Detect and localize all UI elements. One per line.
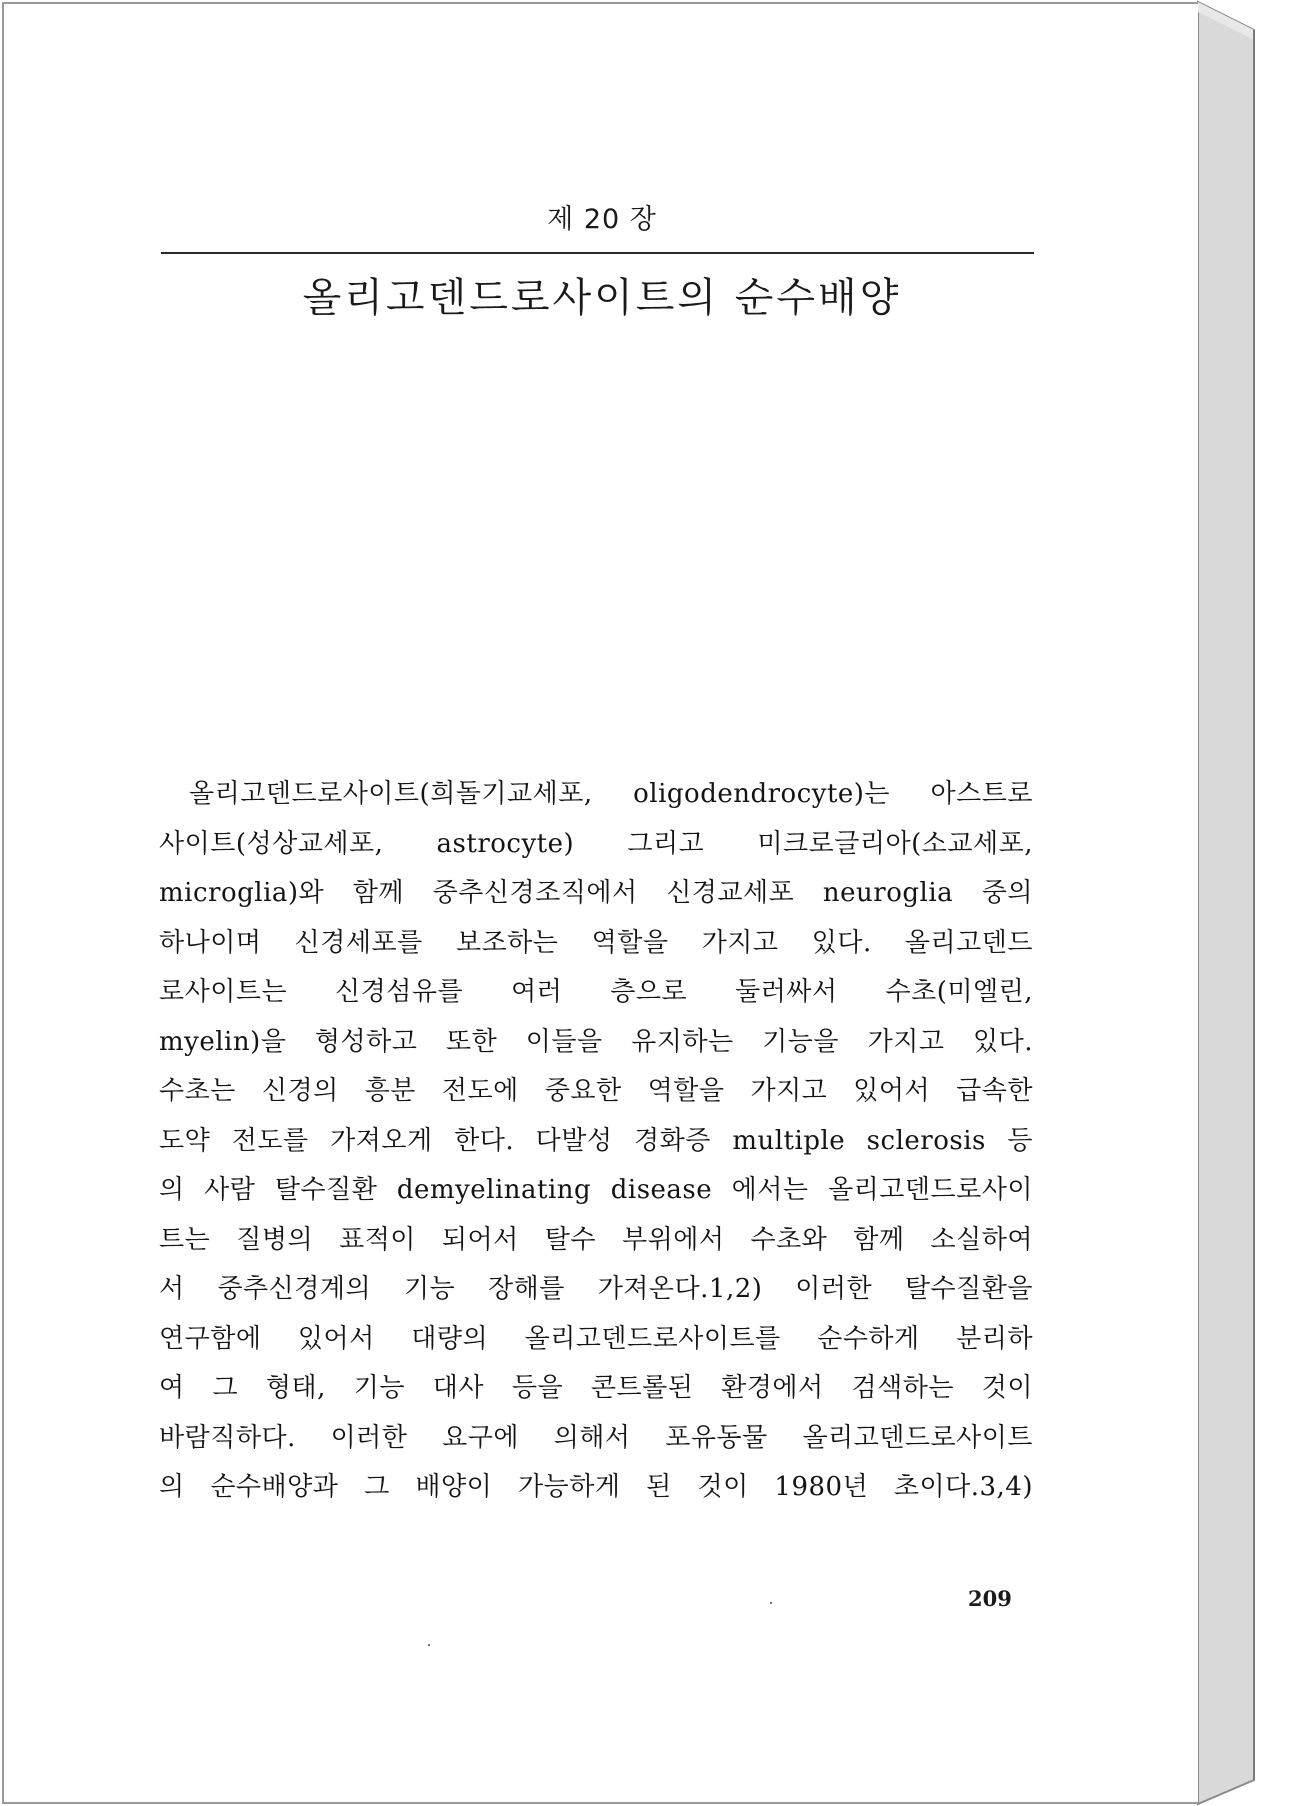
book-page <box>2 2 1198 1804</box>
body-line: 올리고덴드로사이트(희돌기교세포, oligodendrocyte)는 아스트로 <box>189 779 1033 809</box>
body-line: myelin)을 형성하고 또한 이들을 유지하는 기능을 가지고 있다. <box>159 1026 1033 1057</box>
scan-speck <box>770 1602 772 1604</box>
body-line: 도약 전도를 가져오게 한다. 다발성 경화증 multiple sclerosis 등 <box>159 1125 1033 1156</box>
scan-speck <box>428 1644 430 1646</box>
body-line: 사이트(성상교세포, astrocyte) 그리고 미크로글리아(소교세포, <box>159 828 1033 859</box>
page-number: 209 <box>968 1586 1012 1611</box>
body-line: 트는 질병의 표적이 되어서 탈수 부위에서 수초와 함께 소실하여 <box>159 1224 1033 1255</box>
body-line: 하나이며 신경세포를 보조하는 역할을 가지고 있다. 올리고덴드 <box>159 927 1033 958</box>
chapter-number: 제 20 장 <box>547 204 657 235</box>
body-line: 서 중추신경계의 기능 장해를 가져온다.1,2) 이러한 탈수질환을 <box>159 1274 1033 1304</box>
body-line: 바람직하다. 이러한 요구에 의해서 포유동물 올리고덴드로사이트 <box>159 1422 1033 1453</box>
body-line: 로사이트는 신경섬유를 여러 층으로 둘러싸서 수초(미엘린, <box>159 977 1033 1007</box>
body-line: 여 그 형태, 기능 대사 등을 콘트롤된 환경에서 검색하는 것이 <box>159 1373 1033 1403</box>
body-line: 수초는 신경의 흥분 전도에 중요한 역할을 가지고 있어서 급속한 <box>159 1076 1033 1106</box>
body-line: microglia)와 함께 중추신경조직에서 신경교세포 neuroglia 중의 <box>159 878 1033 908</box>
chapter-divider <box>161 252 1034 254</box>
body-line: 의 순수배양과 그 배양이 가능하게 된 것이 1980년 초이다.3,4) <box>159 1472 1033 1502</box>
body-line: 연구함에 있어서 대량의 올리고덴드로사이트를 순수하게 분리하 <box>159 1323 1033 1354</box>
body-line: 의 사람 탈수질환 demyelinating disease 에서는 올리고덴드로사이 <box>159 1175 1033 1205</box>
chapter-title: 올리고덴드로사이트의 순수배양 <box>302 275 902 321</box>
body-paragraph <box>159 770 1033 1513</box>
